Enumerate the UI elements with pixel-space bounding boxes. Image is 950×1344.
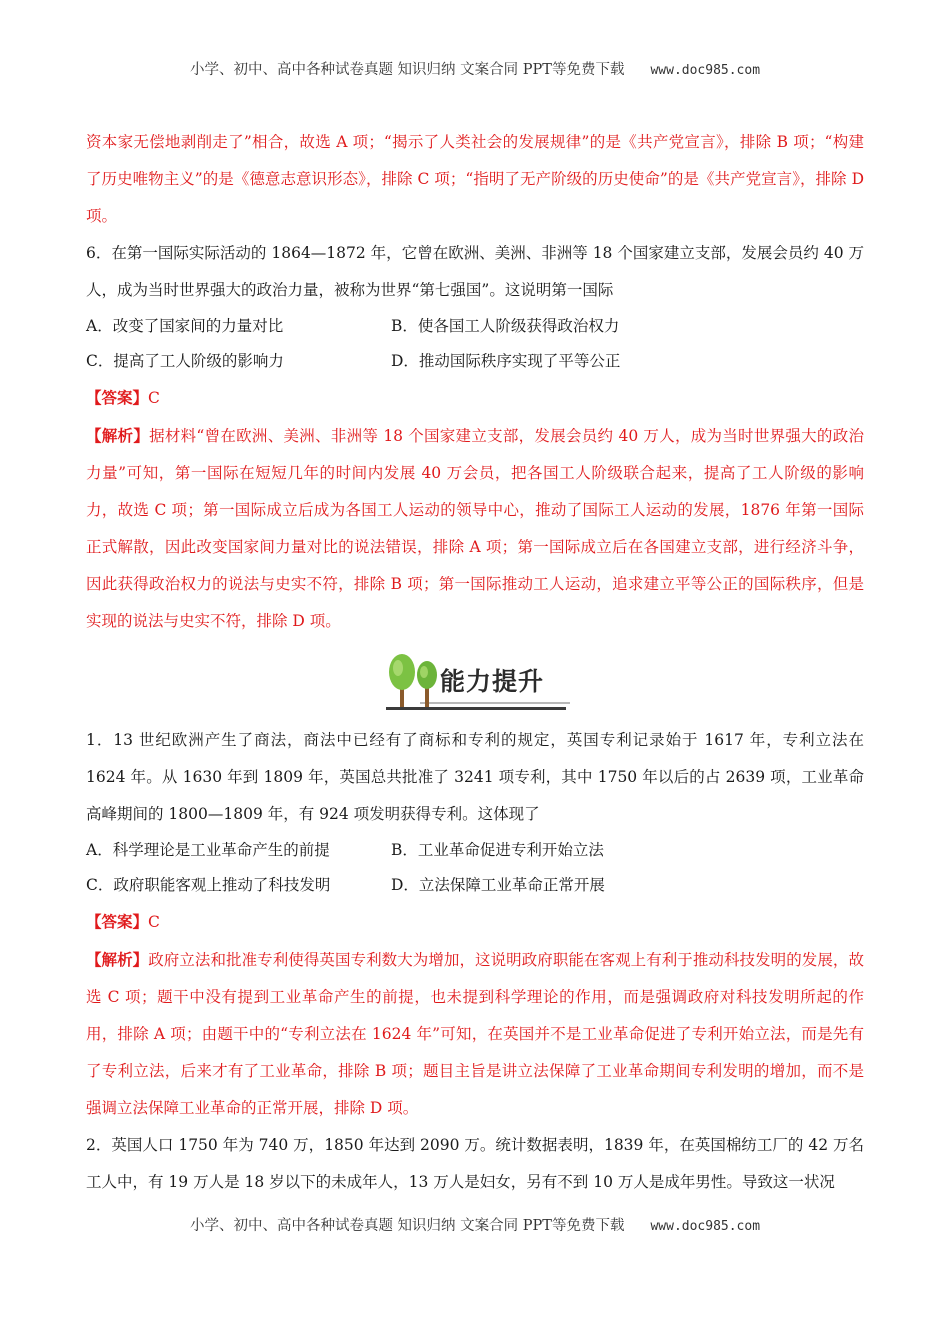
page-content — [86, 124, 864, 1201]
q1-answer-value: C — [148, 913, 160, 931]
q6-stem: 6．在第一国际实际活动的 1864—1872 年，它曾在欧洲、美洲、非洲等 18 个国家建立支部，发展会员约 40 万人，成为当时世界强大的政治力量，被称为世界“第七强国”。这说明第一国际 — [86, 244, 864, 299]
q6-analysis-label: 【解析】 — [86, 426, 150, 445]
q6-option-c: C．提高了工人阶级的影响力 — [86, 352, 284, 370]
prev-analysis-continuation: 资本家无偿地剥削走了”相合，故选 A 项；“揭示了人类社会的发展规律”的是《共产党宣言》，排除 B 项；“构建了历史唯物主义”的是《德意志意识形态》，排除 C 项；“指明了无产阶级的历史使命”的是《共产党宣言》，排除 D 项。 — [86, 133, 864, 225]
q1-option-a: A．科学理论是工业革命产生的前提 — [86, 841, 330, 859]
page-header — [0, 58, 950, 79]
q1-options-row-2 — [86, 868, 864, 903]
page-footer — [0, 1214, 950, 1235]
q1-answer-label: 【答案】 — [86, 912, 149, 931]
q6-option-b: B．使各国工人阶级获得政治权力 — [391, 317, 620, 335]
q2-stem: 2．英国人口 1750 年为 740 万，1850 年达到 2090 万。统计数据表明，1839 年，在英国棉纺工厂的 42 万名工人中，有 19 万人是 18 岁以下的未成年人，13 万人是妇女，另有不到 10 万人是成年男性。导致这一状况 — [86, 1136, 864, 1191]
q1-analysis-label: 【解析】 — [86, 950, 149, 969]
q6-analysis-text: 据材料“曾在欧洲、美洲、非洲等 18 个国家建立支部，发展会员约 40 万人，成为当时世界强大的政治力量”可知，第一国际在短短几年的时间内发展 40 万会员，把各国工人阶级联合起来，提高了工人阶级的影响力，故选 C 项；第一国际成立后成为各国工人运动的领导中心，推动了国际工人运动的发展，1876 年第一国际正式解散，因此改变国家间力量对比的说法错误，排除 A 项；第一国际成立后在各国建立支部，进行经济斗争，因此获得政治权力的说法与史实不符，排除 B 项；第一国际推动工人运动，追求建立平等公正的国际秩序，但是实现的说法与史实不符，排除 D 项。 — [86, 427, 864, 630]
q1-option-c: C．政府职能客观上推动了科技发明 — [86, 876, 331, 894]
q6-option-d: D．推动国际秩序实现了平等公正 — [391, 352, 621, 370]
footer-text: 小学、初中、高中各种试卷真题 知识归纳 文案合同 PPT等免费下载 — [189, 1218, 625, 1234]
header-text: 小学、初中、高中各种试卷真题 知识归纳 文案合同 PPT等免费下载 — [189, 62, 625, 78]
q1-analysis-text: 政府立法和批准专利使得英国专利数大为增加，这说明政府职能在客观上有利于推动科技发明的发展，故选 C 项；题干中没有提到工业革命产生的前提，也未提到科学理论的作用，而是强调政府对科技发明所起的作用，排除 A 项；由题干中的“专利立法在 1624 年”可知，在英国并不是工业革命促进了专利开始立法，而是先有了专利立法，后来才有了工业革命，排除 B 项；题目主旨是讲立法保障了工业革命期间专利发明的增加，而不是强调立法保障工业革命的正常开展，排除 D 项。 — [86, 951, 864, 1117]
q1-stem: 1．13 世纪欧洲产生了商法，商法中已经有了商标和专利的规定，英国专利记录始于 1617 年，专利立法在 1624 年。从 1630 年到 1809 年，英国总共批准了 3241 项专利，其中 1750 年以后的占 2639 项，工业革命高峰期间的 1800—1809 年，有 924 项发明获得专利。这体现了 — [86, 731, 864, 823]
q6-analysis — [86, 417, 864, 640]
q6-answer — [86, 379, 864, 417]
q6-option-a: A．改变了国家间的力量对比 — [86, 317, 284, 335]
q6-options-row-1 — [86, 309, 864, 344]
q1-answer — [86, 903, 864, 941]
section-badge — [380, 650, 570, 712]
q1-analysis — [86, 941, 864, 1127]
section-title: 能力提升 — [440, 667, 545, 696]
q6-options-row-2 — [86, 344, 864, 379]
q1-option-d: D．立法保障工业革命正常开展 — [391, 876, 605, 894]
q1-options-row-1 — [86, 833, 864, 868]
footer-url[interactable]: www.doc985.com — [650, 1219, 761, 1234]
q6-answer-value: C — [148, 389, 160, 407]
q1-option-b: B．工业革命促进专利开始立法 — [391, 841, 604, 859]
section-banner — [86, 650, 864, 720]
header-url[interactable]: www.doc985.com — [650, 63, 761, 78]
q6-answer-label: 【答案】 — [86, 388, 149, 407]
